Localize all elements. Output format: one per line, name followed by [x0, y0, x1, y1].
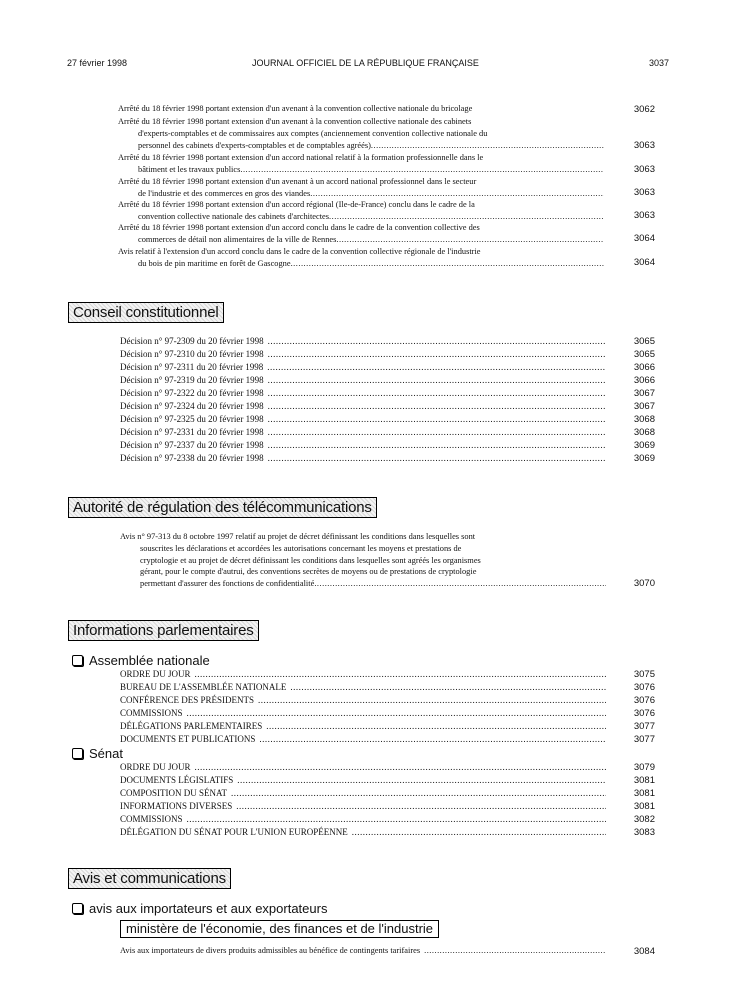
dot-leader	[310, 188, 604, 200]
section-heading-informations: Informations parlementaires	[68, 620, 259, 641]
entry-line: commerces de détail non alimentaires de la ville de Rennes	[138, 234, 337, 244]
toc-entry	[118, 199, 604, 223]
entry-line: Avis n° 97-313 du 8 octobre 1997 relatif au projet de décret définissant les conditions dans lesquelles sont	[120, 532, 476, 541]
row-page: 3077	[633, 721, 655, 732]
row-text: Décision n° 97-2322 du 20 février 1998	[120, 388, 264, 398]
toc-row	[120, 414, 606, 424]
row-page: 3081	[633, 775, 655, 786]
dot-leader	[183, 814, 606, 824]
row-page: 3075	[633, 669, 655, 680]
row-page: 3065	[633, 336, 655, 347]
row-page: 3076	[633, 682, 655, 693]
dot-leader	[348, 827, 606, 837]
row-text: DÉLÉGATION DU SÉNAT POUR L'UNION EUROPÉENNE	[120, 827, 348, 837]
toc-row	[120, 734, 606, 744]
row-text: DOCUMENTS LÉGISLATIFS	[120, 775, 234, 785]
entry-line: Arrêté du 18 février 1998 portant extension d'un avenant à la convention collective nationale du bricolage	[118, 104, 473, 113]
entry-leader-line	[118, 258, 604, 270]
dot-leader	[262, 721, 606, 731]
entry-line: Arrêté du 18 février 1998 portant extension d'un avenant à la convention collective nationale des cabinets	[118, 117, 472, 126]
row-page: 3083	[633, 827, 655, 838]
toc-row	[120, 669, 606, 679]
entry-page: 3063	[633, 164, 655, 175]
dot-leader	[263, 362, 606, 372]
dot-leader	[264, 453, 606, 463]
dot-leader	[191, 762, 606, 772]
row-text: DÉLÉGATIONS PARLEMENTAIRES	[120, 721, 263, 731]
entry-leader-line	[118, 140, 604, 152]
dot-leader	[264, 440, 606, 450]
toc-row	[120, 775, 606, 785]
entry-page: 3064	[633, 257, 655, 268]
header-title: JOURNAL OFFICIEL DE LA RÉPUBLIQUE FRANÇAISE	[252, 58, 479, 68]
toc-row	[120, 388, 606, 398]
row-page: 3081	[633, 801, 655, 812]
toc-entry	[118, 246, 604, 270]
row-text: Décision n° 97-2309 du 20 février 1998	[120, 336, 264, 346]
row-page: 3079	[633, 762, 655, 773]
entry-page: 3063	[633, 187, 655, 198]
toc-entry	[118, 103, 604, 115]
header-date: 27 février 1998	[67, 58, 128, 68]
entry-line: gérant, pour le compte d'autrui, des conventions secrètes de moyens ou de prestations de cryptologie	[140, 567, 477, 577]
toc-row	[120, 788, 606, 798]
toc-row	[120, 401, 606, 411]
entry-leader-line	[118, 211, 604, 223]
toc-row	[120, 801, 606, 811]
entry-line: Arrêté du 18 février 1998 portant extension d'un accord conclu dans le cadre de la convention collective des	[118, 223, 480, 232]
dot-leader	[233, 775, 606, 785]
subsection-title: Assemblée nationale	[89, 653, 210, 668]
row-text: DOCUMENTS ET PUBLICATIONS	[120, 734, 256, 744]
entry-page: 3064	[633, 233, 655, 244]
row-text: Décision n° 97-2325 du 20 février 1998	[120, 414, 264, 424]
entry-line: du bois de pin maritime en forêt de Gascogne	[138, 258, 291, 268]
entry-line: Arrêté du 18 février 1998 portant extension d'un accord national relatif à la formation professionnelle dans le	[118, 153, 484, 162]
row-page: 3069	[633, 440, 655, 451]
toc-row	[120, 827, 606, 837]
dot-leader	[264, 349, 606, 359]
row-text: CONFÉRENCE DES PRÉSIDENTS	[120, 695, 255, 705]
row-text: Avis aux importateurs de divers produits admissibles au bénéfice de contingents tarifaires	[120, 946, 421, 955]
subsection-title: avis aux importateurs et aux exportateurs	[89, 901, 328, 916]
dot-leader	[264, 401, 606, 411]
row-text: BUREAU DE L'ASSEMBLÉE NATIONALE	[120, 682, 287, 692]
subsection-importateurs	[72, 901, 327, 916]
row-page: 3082	[633, 814, 655, 825]
dot-leader	[227, 788, 606, 798]
row-text: COMMISSIONS	[120, 708, 183, 718]
row-text: ORDRE DU JOUR	[120, 669, 191, 679]
toc-row	[120, 349, 606, 359]
subsection-title: Sénat	[89, 746, 123, 761]
row-text: COMMISSIONS	[120, 814, 183, 824]
row-page: 3084	[633, 946, 655, 957]
toc-row	[120, 453, 606, 463]
entry-line: permettant d'assurer des fonctions de confidentialité	[140, 579, 315, 589]
subsection-assemblee	[72, 653, 210, 668]
checkbox-bullet-icon	[72, 903, 83, 914]
ministry-heading: ministère de l'économie, des finances et de l'industrie	[120, 920, 439, 938]
row-text: Décision n° 97-2337 du 20 février 1998	[120, 440, 264, 450]
entry-leader-line	[120, 578, 606, 590]
toc-row	[120, 946, 606, 955]
row-page: 3067	[633, 401, 655, 412]
subsection-senat	[72, 746, 123, 761]
row-page: 3077	[633, 734, 655, 745]
section-heading-autorite: Autorité de régulation des télécommunications	[68, 497, 377, 518]
entry-page: 3062	[633, 104, 655, 115]
toc-row	[120, 375, 606, 385]
entry-line: d'experts-comptables et de commissaires aux comptes (anciennement convention collective nationale du	[138, 128, 488, 138]
row-page: 3068	[633, 427, 655, 438]
entry-line: personnel des cabinets d'experts-comptables et de comptables agréés)	[138, 140, 371, 150]
row-page: 3076	[633, 708, 655, 719]
toc-row	[120, 427, 606, 437]
dot-leader	[183, 708, 606, 718]
toc-row	[120, 362, 606, 372]
toc-row	[120, 708, 606, 718]
dot-leader	[255, 734, 606, 744]
header-page-number: 3037	[648, 58, 669, 68]
entry-line: de l'industrie et des commerces en gros des viandes	[138, 188, 311, 198]
dot-leader	[264, 375, 606, 385]
row-text: INFORMATIONS DIVERSES	[120, 801, 233, 811]
row-text: Décision n° 97-2331 du 20 février 1998	[120, 427, 264, 437]
row-text: Décision n° 97-2324 du 20 février 1998	[120, 401, 264, 411]
dot-leader	[329, 211, 604, 223]
dot-leader	[314, 578, 606, 590]
dot-leader	[371, 140, 604, 152]
dot-leader	[232, 801, 606, 811]
row-text: ORDRE DU JOUR	[120, 762, 191, 772]
row-text: Décision n° 97-2310 du 20 février 1998	[120, 349, 264, 359]
dot-leader	[291, 258, 604, 270]
toc-entry	[120, 531, 606, 590]
dot-leader	[264, 336, 606, 346]
dot-leader	[191, 669, 606, 679]
dot-leader	[264, 427, 606, 437]
row-text: COMPOSITION DU SÉNAT	[120, 788, 228, 798]
row-page: 3066	[633, 362, 655, 373]
section-heading-conseil: Conseil constitutionnel	[68, 302, 224, 323]
toc-entry	[118, 116, 604, 151]
entry-leader-line	[118, 188, 604, 200]
entry-line: cryptologie et au projet de décret définissant les conditions dans lesquelles sont agréés les organismes	[140, 555, 481, 565]
toc-entry	[118, 152, 604, 176]
dot-leader	[264, 388, 606, 398]
row-page: 3068	[633, 414, 655, 425]
entry-line: Avis relatif à l'extension d'un accord conclu dans le cadre de la convention collective régionale de l'industrie	[118, 247, 481, 256]
entry-page: 3063	[633, 140, 655, 151]
dot-leader	[420, 946, 606, 955]
row-text: Décision n° 97-2319 du 20 février 1998	[120, 375, 264, 385]
entry-line: convention collective nationale des cabinets d'architectes	[138, 211, 330, 221]
dot-leader	[286, 682, 606, 692]
entry-page: 3063	[633, 210, 655, 221]
toc-row	[120, 695, 606, 705]
row-page: 3067	[633, 388, 655, 399]
entry-line: souscrites les déclarations et accordées les autorisations concernant les moyens et prestations de	[140, 543, 462, 553]
toc-entry	[118, 222, 604, 246]
checkbox-bullet-icon	[72, 748, 83, 759]
checkbox-bullet-icon	[72, 655, 83, 666]
toc-entry	[118, 176, 604, 200]
toc-row	[120, 440, 606, 450]
row-text: Décision n° 97-2311 du 20 février 1998	[120, 362, 264, 372]
toc-row	[120, 336, 606, 346]
entry-leader-line	[118, 234, 604, 246]
toc-row	[120, 762, 606, 772]
dot-leader	[254, 695, 606, 705]
entry-leader-line	[118, 164, 604, 176]
toc-row	[120, 721, 606, 731]
section-heading-avis: Avis et communications	[68, 868, 231, 889]
row-page: 3065	[633, 349, 655, 360]
entry-page: 3070	[633, 578, 655, 589]
entry-line: bâtiment et les travaux publics	[138, 164, 241, 174]
entry-line: Arrêté du 18 février 1998 portant extension d'un accord régional (Ile-de-France) conclu dans le cadre de la	[118, 200, 475, 209]
dot-leader	[264, 414, 606, 424]
row-page: 3066	[633, 375, 655, 386]
toc-row	[120, 814, 606, 824]
row-page: 3081	[633, 788, 655, 799]
toc-row	[120, 682, 606, 692]
entry-line: Arrêté du 18 février 1998 portant extension d'un avenant à un accord national professionnel dans le secteur	[118, 177, 477, 186]
row-page: 3069	[633, 453, 655, 464]
row-page: 3076	[633, 695, 655, 706]
dot-leader	[240, 164, 604, 176]
dot-leader	[336, 234, 604, 246]
row-text: Décision n° 97-2338 du 20 février 1998	[120, 453, 264, 463]
